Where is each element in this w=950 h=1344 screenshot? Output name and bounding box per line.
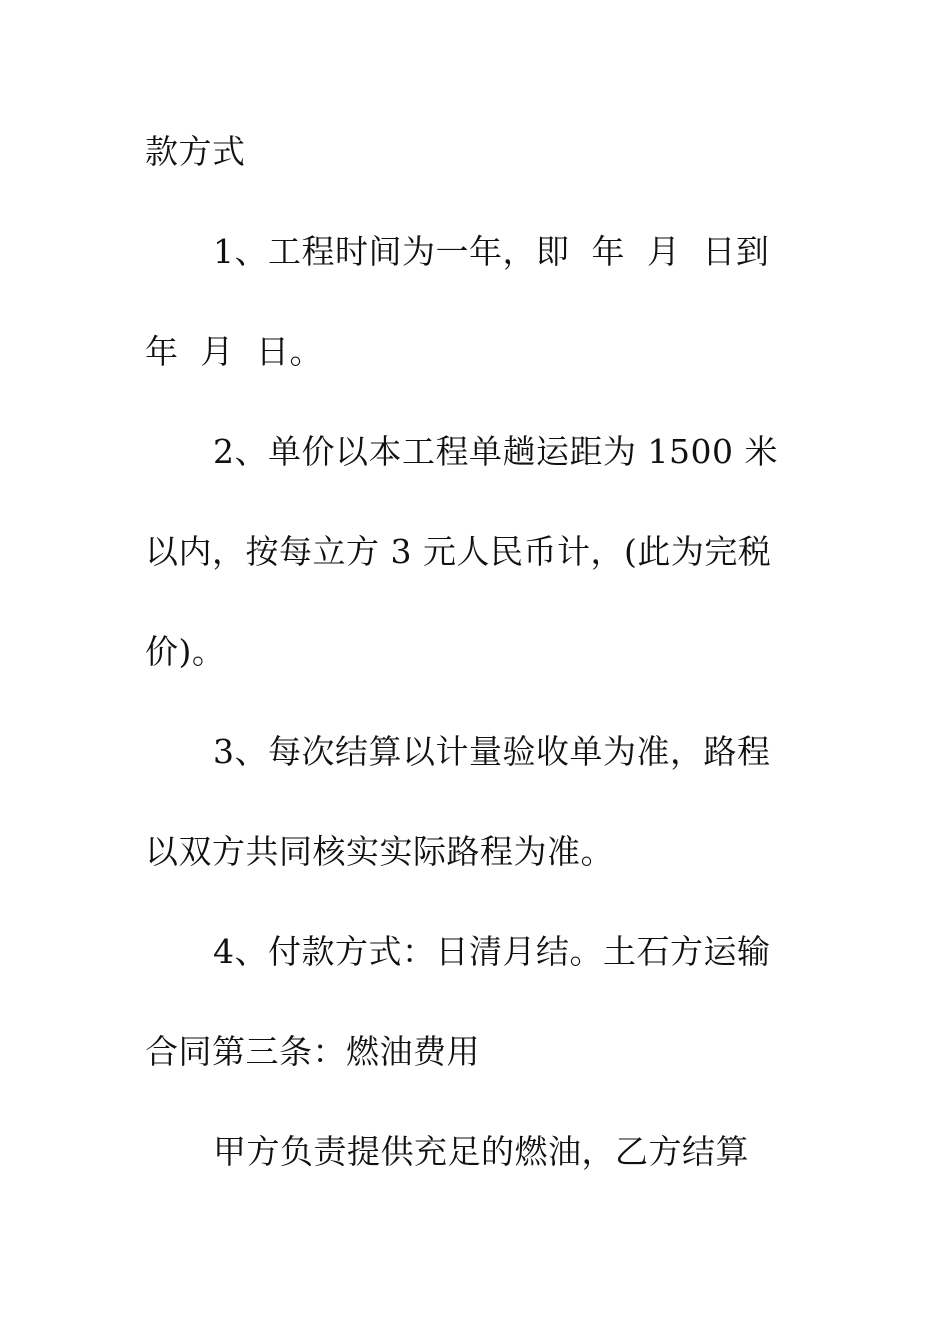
text-line-7: 3、每次结算以计量验收单为准，路程 <box>213 732 771 771</box>
text-line-8: 以双方共同核实实际路程为准。 <box>145 832 614 871</box>
text-line-4: 2、单价以本工程单趟运距为 1500 米 <box>213 432 778 471</box>
text-line-9: 4、付款方式：日清月结。土石方运输 <box>213 932 771 971</box>
text-line-2: 1、工程时间为一年，即 年 月 日到 <box>213 232 770 271</box>
text-line-11: 甲方负责提供充足的燃油，乙方结算 <box>213 1132 749 1171</box>
text-line-6: 价)。 <box>145 632 226 671</box>
text-line-5: 以内，按每立方 3 元人民币计，(此为完税 <box>145 532 772 571</box>
text-line-10: 合同第三条：燃油费用 <box>145 1032 480 1071</box>
text-line-3: 年 月 日。 <box>145 332 323 371</box>
text-line-1: 款方式 <box>145 132 246 171</box>
